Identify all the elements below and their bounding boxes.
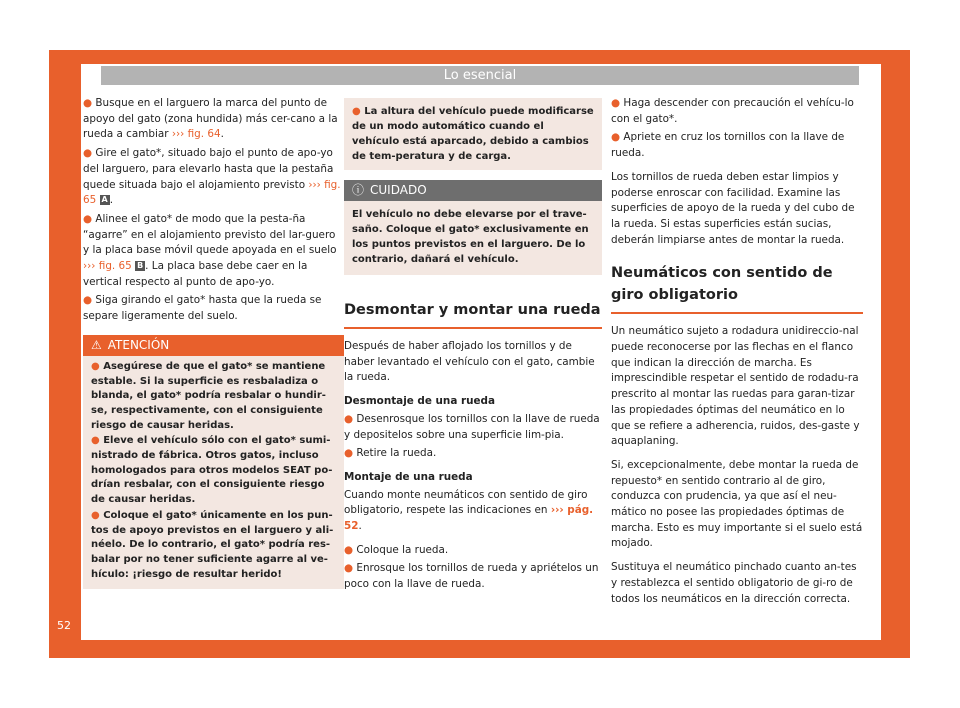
figure-link[interactable]: ››› fig. 65 [83, 178, 341, 207]
subheading: Montaje de una rueda [344, 470, 473, 483]
paragraph: Después de haber aflojado los tornillos y de haber levantado el vehículo con el gato, cambie la rueda. [344, 340, 595, 384]
list-item [83, 293, 344, 324]
column-1 [83, 96, 344, 589]
list-item-text: Gire el gato*, situado bajo el punto de apo-yo del larguero, para elevarlo hasta que la pestaña quede situada bajo el alojamiento previsto [83, 147, 334, 191]
caution-text: El vehículo no debe elevarse por el trave-saño. Coloque el gato* exclusivamente en los puntos previstos en el larguero. De lo contrario, dañará el vehículo. [352, 209, 589, 265]
list-item [611, 96, 863, 127]
list-item-text: Siga girando el gato* hasta que la rueda se separe ligeramente del suelo. [83, 294, 322, 323]
section-header: Lo esencial [101, 66, 859, 85]
bullet-dot-icon: ● [352, 106, 361, 117]
list-item-text: . [220, 128, 224, 141]
bullet-dot-icon: ● [344, 412, 354, 425]
list-item [83, 96, 344, 143]
paragraph-text: . [358, 520, 362, 533]
list-item [344, 446, 602, 462]
subheading: Desmontaje de una rueda [344, 395, 495, 408]
note-box [344, 98, 602, 170]
bullet-dot-icon: ● [344, 562, 354, 575]
list-item [83, 146, 344, 209]
list-item-text: Desenrosque los tornillos con la llave de rueda y depositelos sobre una superficie lim-pia. [344, 412, 600, 441]
list-item-text: Retire la rueda. [356, 447, 437, 460]
list-item-text: Alinee el gato* de modo que la pesta-ña “agarre” en el alojamiento previsto del lar-guero y la placa base móvil quede apoyada en el suelo [83, 212, 337, 257]
paragraph: Sustituya el neumático pinchado cuanto an-tes y restablezca el sentido obligatorio de gi-ro de todos los neumáticos en la dirección correcta. [611, 561, 857, 605]
bullet-dot-icon: ● [344, 543, 354, 556]
list-item-text: Apriete en cruz los tornillos con la llave de rueda. [611, 131, 845, 160]
list-item-text: Coloque la rueda. [356, 543, 449, 556]
bullet-dot-icon: ● [91, 509, 100, 521]
note-text: La altura del vehículo puede modificarse de un modo automático cuando el vehículo está aparcado, debido a cambios de tem-peratura y de carga. [352, 106, 594, 162]
list-item-text: . [109, 194, 114, 207]
page-number: 52 [57, 619, 71, 632]
bullet-dot-icon: ● [83, 97, 93, 109]
info-circle-icon: ⓘ [352, 183, 365, 197]
warning-body [83, 356, 344, 590]
list-item-text: Enrosque los tornillos de rueda y apriételos un poco con la llave de rueda. [344, 562, 599, 591]
warning-box [83, 335, 344, 590]
column-3 [611, 96, 863, 615]
section-heading: Desmontar y montar una rueda [344, 299, 602, 329]
list-item [611, 130, 863, 161]
figure-link[interactable]: ››› fig. 65 [83, 260, 132, 273]
list-item [344, 412, 602, 443]
caution-title: CUIDADO [370, 183, 427, 197]
paragraph-text: Cuando monte neumáticos con sentido de giro obligatorio, respete las indicaciones en [344, 488, 588, 517]
bullet-dot-icon: ● [83, 294, 93, 307]
page-link[interactable]: ››› pág. 52 [344, 504, 594, 533]
caution-header [344, 180, 602, 201]
list-item-text: Asegúrese de que el gato* se mantiene estable. Si la superficie es resbaladiza o blanda, el gato* podría resbalar o hundir-se, respectivamente, con el consiguiente riesgo de causar heridas. [91, 360, 326, 431]
note-item [344, 98, 602, 170]
list-item [344, 561, 602, 592]
column-2 [344, 98, 602, 596]
paragraph: Si, excepcionalmente, debe montar la rueda de repuesto* en sentido contrario al de giro, conduzca con prudencia, ya que así el neu-mático no posee las propiedades óptimas de marcha. Esto es muy importante si el suelo está mojado. [611, 458, 863, 550]
section-heading: Neumáticos con sentido de giro obligatorio [611, 262, 863, 314]
warning-header [83, 335, 344, 356]
figure-label-badge: B [137, 261, 144, 271]
bullet-dot-icon: ● [344, 447, 354, 460]
list-item-text: Busque en el larguero la marca del punto de apoyo del gato (zona hundida) más cer-cano a la rueda a cambiar [83, 97, 338, 141]
bullet-dot-icon: ● [83, 147, 93, 160]
list-item [91, 509, 336, 583]
caution-box [344, 180, 602, 275]
paragraph: Los tornillos de rueda deben estar limpios y poderse enroscar con facilidad. Examine las superficies de apoyo de la rueda y del cubo de la rueda. Si estas superficies están sucias, deberán limpiarse antes de montar la rueda. [611, 170, 855, 246]
list-item-text: Haga descender con precaución el vehícu-lo con el gato*. [611, 97, 854, 125]
list-item [91, 434, 336, 508]
bullet-dot-icon: ● [83, 212, 93, 225]
figure-link[interactable]: ››› fig. 64 [171, 128, 221, 141]
bullet-dot-icon: ● [611, 97, 621, 109]
list-item-text: Eleve el vehículo sólo con el gato* sumi-nistrado de fábrica. Otros gatos, incluso homologados para otros modelos SEAT po-drían resbalar, con el consiguiente riesgo de causar heridas. [91, 435, 333, 506]
warning-triangle-icon: ⚠ [91, 337, 102, 352]
warning-title: ATENCIÓN [107, 337, 170, 352]
paragraph [344, 488, 602, 535]
list-item [91, 360, 336, 434]
list-item [344, 543, 602, 559]
bullet-dot-icon: ● [91, 435, 100, 447]
figure-label-badge: A [101, 195, 108, 205]
paragraph: Un neumático sujeto a rodadura unidireccio-nal puede reconocerse por las flechas en el flanco que indican la dirección de marcha. Es imprescindible respetar el sentido de rodadu-ra prescrito al montar las ruedas para garan-tizar las propiedades óptimas del neumático en lo que se refiere a adherencia, ruidos, des-gaste y aquaplaning. [611, 325, 860, 448]
bullet-dot-icon: ● [611, 131, 621, 144]
list-item [83, 212, 344, 291]
list-item-text: . La placa base debe caer en la vertical respecto al punto de apo-yo. [83, 260, 308, 288]
list-item-text: Coloque el gato* únicamente en los pun-tos de apoyo previstos en el larguero y ali-néelo. De lo contrario, el gato* podría res-balar por no tener suficiente agarre al ve-hículo: ¡riesgo de resultar herido! [91, 509, 334, 580]
bullet-dot-icon: ● [91, 360, 100, 372]
